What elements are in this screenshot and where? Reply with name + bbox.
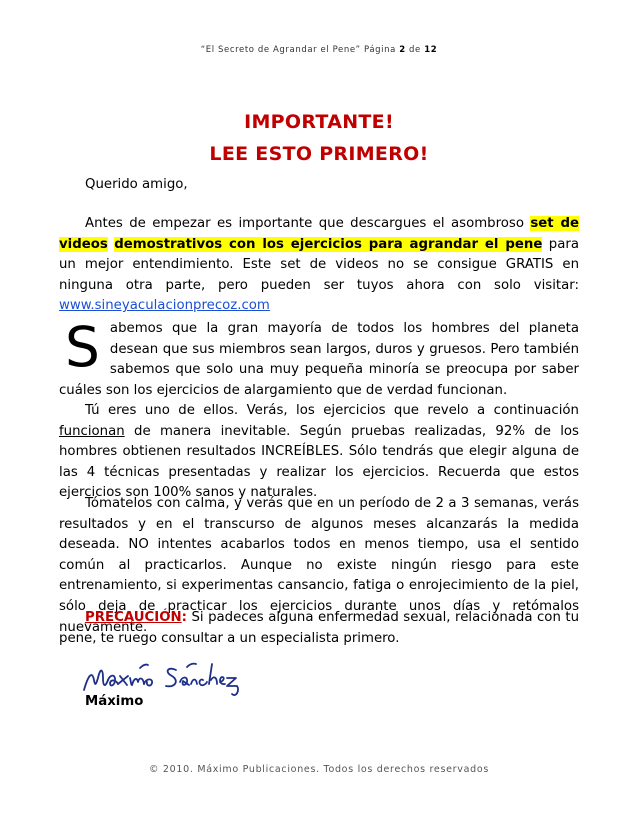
precaucion-colon: : bbox=[181, 610, 187, 625]
signature-name: Máximo bbox=[85, 694, 144, 709]
greeting: Querido amigo, bbox=[85, 177, 188, 192]
paragraph-tu-eres bbox=[59, 401, 579, 504]
paragraph-intro bbox=[59, 214, 579, 317]
paragraph-precaucion bbox=[59, 608, 579, 649]
drop-cap: S bbox=[65, 315, 100, 379]
tu-eres-text-continued: de manera inevitable. Según pruebas realizadas, 92% de los hombres obtienen resultados INCREÍBLES. Sólo tendrás que elegir alguna de las 4 técnicas presentadas y realizar los ejercicios. Recuerda que estos ejercicios son 100% sanos y naturales. bbox=[59, 423, 579, 501]
title-line-1: IMPORTANTE! bbox=[244, 111, 394, 133]
header-page-number: 2 bbox=[399, 45, 406, 55]
paragraph-sabemos bbox=[59, 315, 579, 401]
highlight-set-de-videos: set de videos bbox=[59, 216, 579, 252]
website-link[interactable]: www.sineyaculacionprecoz.com bbox=[59, 298, 270, 314]
header-text: “El Secreto de Agrandar el Pene” Página bbox=[200, 45, 396, 55]
precaucion-text: Si padeces alguna enfermedad sexual, relacionada con tu pene, te ruego consultar a un especialista primero. bbox=[59, 610, 579, 646]
precaucion-label: PRECAUCIÓN bbox=[85, 610, 182, 625]
intro-text-continued: para un mejor entendimiento. Este set de videos no se consigue GRATIS en ninguna otra parte, pero pueden ser tuyos ahora con solo visitar: bbox=[59, 236, 579, 293]
page-header bbox=[0, 45, 638, 55]
intro-text: Antes de empezar es importante que descargues el asombroso bbox=[85, 216, 524, 231]
header-total-pages: 12 bbox=[424, 45, 438, 55]
tu-eres-text: Tú eres uno de ellos. Verás, los ejercicios que revelo a continuación bbox=[85, 403, 579, 418]
highlight-demostrativos: demostrativos con los ejercicios para agrandar el pene bbox=[114, 236, 543, 252]
header-of: de bbox=[409, 45, 421, 55]
page-footer: © 2010. Máximo Publicaciones. Todos los derechos reservados bbox=[148, 764, 490, 775]
tomatelos-text: Tómatelos con calma, y verás que en un período de 2 a 3 semanas, verás resultados y en el transcurso de algunos meses alcanzarás la medida deseada. NO intentes acabarlos todos en menos tiempo, usa el sentido común al practicarlos. Aunque no existe ningún riesgo para este entrenamiento, si experimentas cansancio, fatiga o enrojecimiento de la piel, sólo deja de practicar los ejercicios durante unos días y retómalos nuevamente. bbox=[59, 496, 579, 635]
title-line-2: LEE ESTO PRIMERO! bbox=[209, 143, 429, 165]
underlined-funcionan: funcionan bbox=[59, 423, 125, 439]
sabemos-text: abemos que la gran mayoría de todos los hombres del planeta desean que sus miembros sean largos, duros y gruesos. Pero también sabemos que solo una muy pequeña minoría se preocupa por saber cuáles son los ejercicios de alargamiento que de verdad funcionan. bbox=[59, 321, 579, 398]
